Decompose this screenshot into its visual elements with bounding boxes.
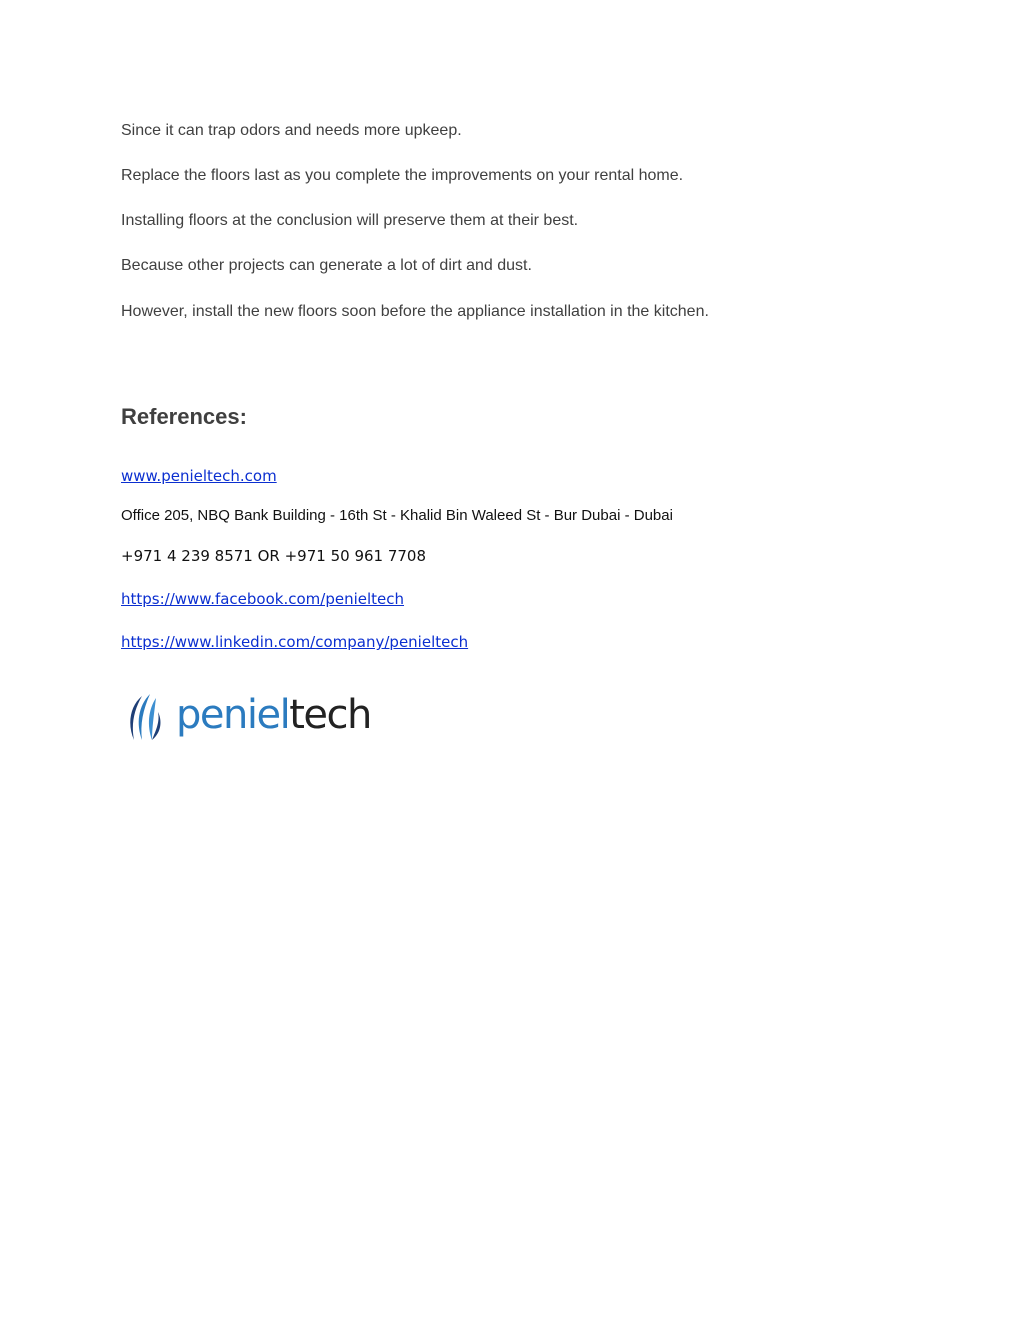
body-paragraph: However, install the new floors soon before the appliance installation in the kitchen. [121,303,709,320]
flame-swoosh-icon [128,690,174,744]
logo-word-tech: tech [289,692,371,738]
phone-numbers: +971 4 239 8571 OR +971 50 961 7708 [121,547,427,565]
body-paragraph: Replace the floors last as you complete the improvements on your rental home. [121,167,684,184]
linkedin-link[interactable]: https://www.linkedin.com/company/penieltech [121,633,469,651]
website-link[interactable]: www.penieltech.com [121,467,277,485]
body-paragraph: Installing floors at the conclusion will preserve them at their best. [121,212,579,229]
references-heading: References: [121,404,247,429]
facebook-link[interactable]: https://www.facebook.com/penieltech [121,590,405,608]
office-address: Office 205, NBQ Bank Building - 16th St - Khalid Bin Waleed St - Bur Dubai - Dubai [121,507,673,524]
penieltech-logo [128,690,398,746]
logo-wordmark [176,690,371,740]
body-paragraph: Since it can trap odors and needs more upkeep. [121,122,462,139]
body-paragraph: Because other projects can generate a lot of dirt and dust. [121,257,532,274]
logo-word-peniel: peniel [176,692,290,738]
